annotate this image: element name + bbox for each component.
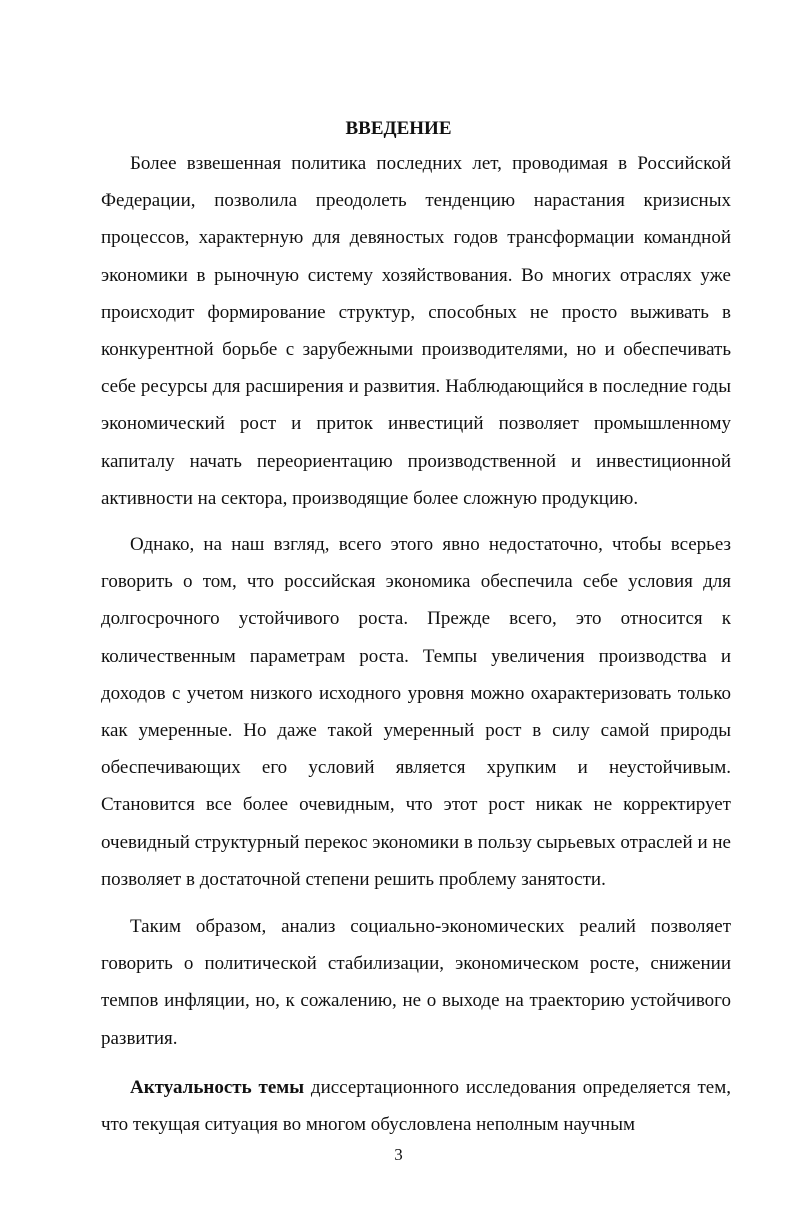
paragraph-1: Более взвешенная политика последних лет, проводимая в Российской Федерации, позволила преодолеть тенденцию нарастания кризисных процессов, характерную для девяностых годов трансформации командной экономики в рыночную систему хозяйствования. Во многих отраслях уже происходит формирование структур, способных не просто выживать в конкурентной борьбе с зарубежными производителями, но и обеспечивать себе ресурсы для расширения и развития. Наблюдающийся в последние годы экономический рост и приток инвестиций позволяет промышленному капиталу начать переориентацию производственной и инвестиционной активности на сектора, производящие более сложную продукцию.	[101, 153, 731, 509]
paragraph-4	[101, 1069, 731, 1143]
section-heading: ВВЕДЕНИЕ	[345, 118, 452, 139]
relevance-text: диссертационного исследования определяется тем, что текущая ситуация во многом обусловлена неполным научным	[101, 1076, 731, 1136]
body-text	[101, 145, 731, 1143]
paragraph-2: Однако, на наш взгляд, всего этого явно недостаточно, чтобы всерьез говорить о том, что российская экономика обеспечила себе условия для долгосрочного устойчивого роста. Прежде всего, это относится к количественным параметрам роста. Темпы увеличения производства и доходов с учетом низкого исходного уровня можно охарактеризовать только как умеренные. Но даже такой умеренный рост в силу самой природы обеспечивающих его условий является хрупким и неустойчивым. Становится все более очевидным, что этот рост никак не корректирует очевидный структурный перекос экономики в пользу сырьевых отраслей и не позволяет в достаточной степени решить проблему занятости.	[101, 534, 731, 890]
relevance-lead: Актуальность темы	[130, 1076, 305, 1098]
page-number: 3	[394, 1145, 403, 1164]
paragraph-3: Таким образом, анализ социально-экономических реалий позволяет говорить о политической стабилизации, экономическом росте, снижении темпов инфляции, но, к сожалению, не о выходе на траекторию устойчивого развития.	[101, 916, 731, 1049]
